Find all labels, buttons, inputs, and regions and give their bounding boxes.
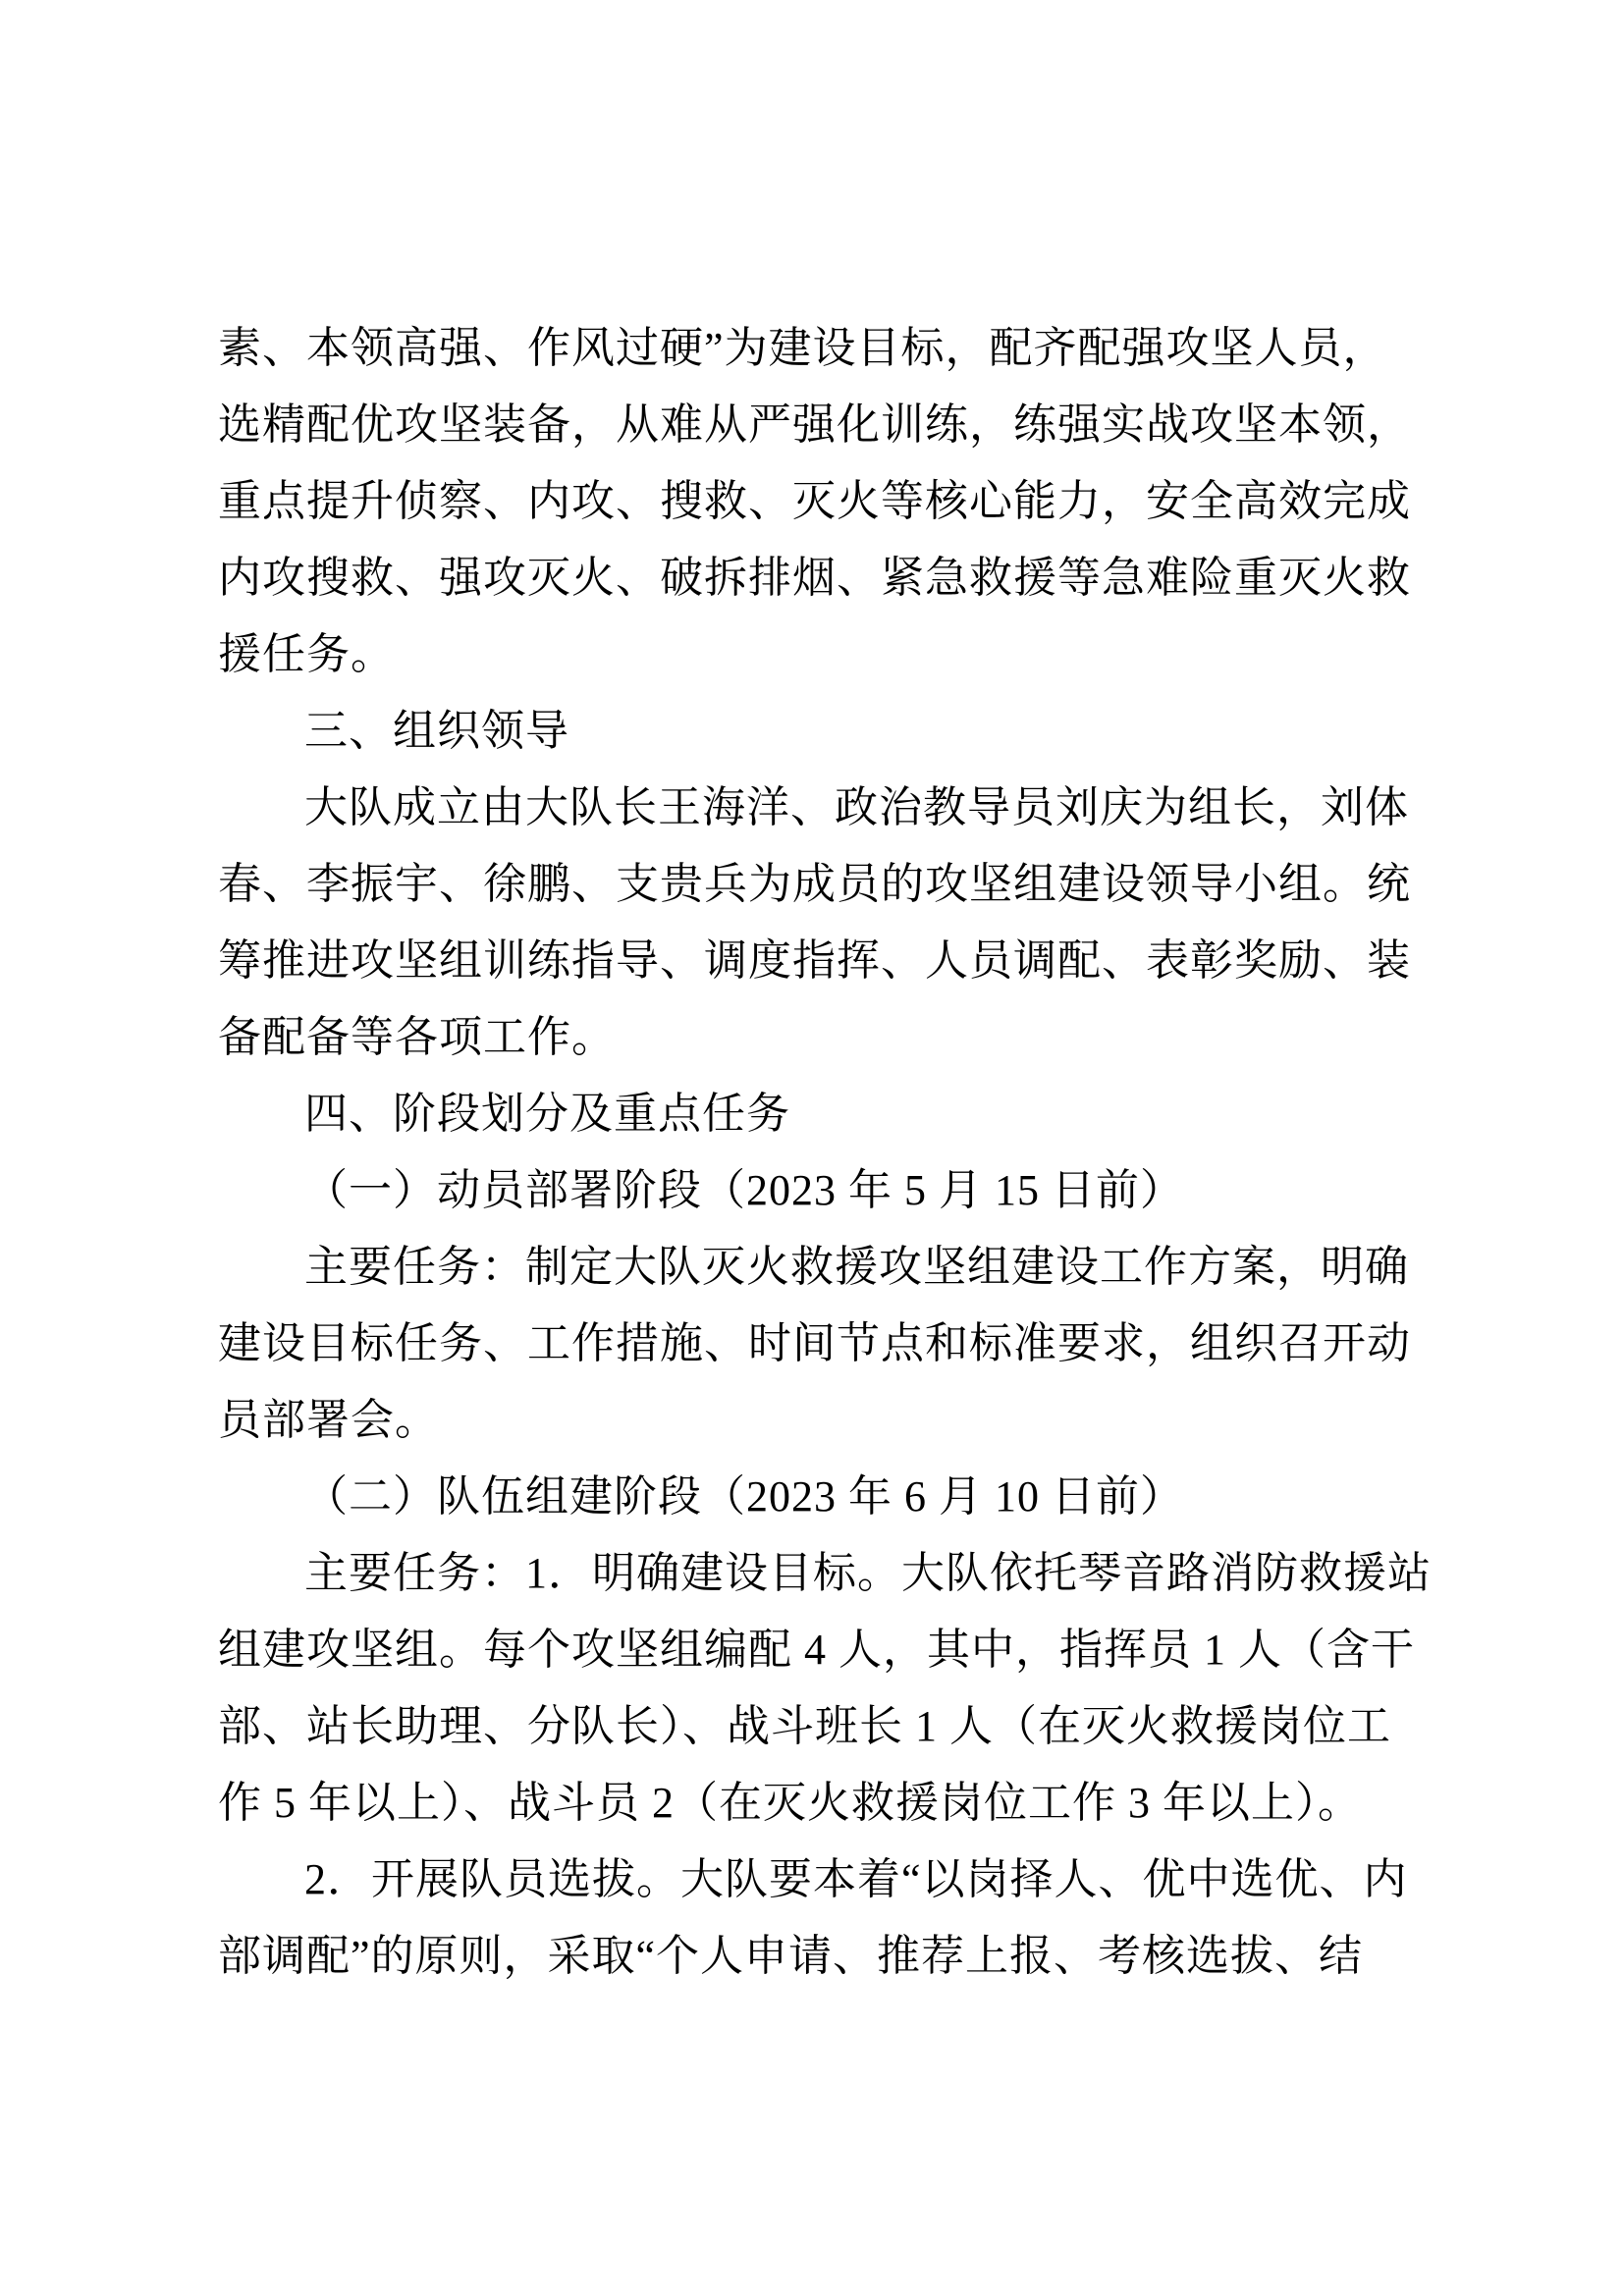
text-line: 援任务。 <box>218 630 395 678</box>
section-heading-line: 三、组织领导 <box>304 707 569 755</box>
text-line: 春、李振宇、徐鹏、支贵兵为成员的攻坚组建设领导小组。统 <box>218 860 1411 908</box>
text-line: 内攻搜救、强攻灭火、破拆排烟、紧急救援等急难险重灭火救 <box>218 554 1411 602</box>
text-line: 组建攻坚组。每个攻坚组编配 4 人，其中，指挥员 1 人（含干 <box>218 1626 1415 1674</box>
text-line: 建设目标任务、工作措施、时间节点和标准要求，组织召开动 <box>218 1319 1411 1367</box>
text-line: 素、本领高强、作风过硬”为建设目标，配齐配强攻坚人员， <box>218 324 1387 372</box>
section-heading-line: 四、阶段划分及重点任务 <box>304 1090 790 1138</box>
text-line: 大队成立由大队长王海洋、政治教导员刘庆为组长，刘体 <box>304 783 1409 831</box>
text-line: （二）队伍组建阶段（2023 年 6 月 10 日前） <box>304 1472 1184 1521</box>
text-line: 部调配”的原则，采取“个人申请、推荐上报、考核选拔、结 <box>218 1932 1364 1980</box>
text-line: 筹推进攻坚组训练指导、调度指挥、人员调配、表彰奖励、装 <box>218 936 1411 985</box>
text-line: 备配备等各项工作。 <box>218 1013 616 1061</box>
text-line: （一）动员部署阶段（2023 年 5 月 15 日前） <box>304 1166 1184 1214</box>
text-line: 重点提升侦察、内攻、搜救、灭火等核心能力，安全高效完成 <box>218 477 1411 525</box>
text-line: 主要任务：1．明确建设目标。大队依托琴音路消防救援站 <box>304 1549 1432 1597</box>
text-line: 选精配优攻坚装备，从难从严强化训练，练强实战攻坚本领， <box>218 400 1411 449</box>
text-line: 2．开展队员选拔。大队要本着“以岗择人、优中选优、内 <box>304 1855 1408 1903</box>
text-block <box>218 310 1432 1995</box>
text-line: 作 5 年以上）、战斗员 2（在灭火救援岗位工作 3 年以上）。 <box>218 1779 1362 1827</box>
text-line: 主要任务：制定大队灭火救援攻坚组建设工作方案，明确 <box>304 1243 1409 1291</box>
text-line: 员部署会。 <box>218 1396 439 1444</box>
text-line: 部、站长助理、分队长）、战斗班长 1 人（在灭火救援岗位工 <box>218 1702 1391 1750</box>
